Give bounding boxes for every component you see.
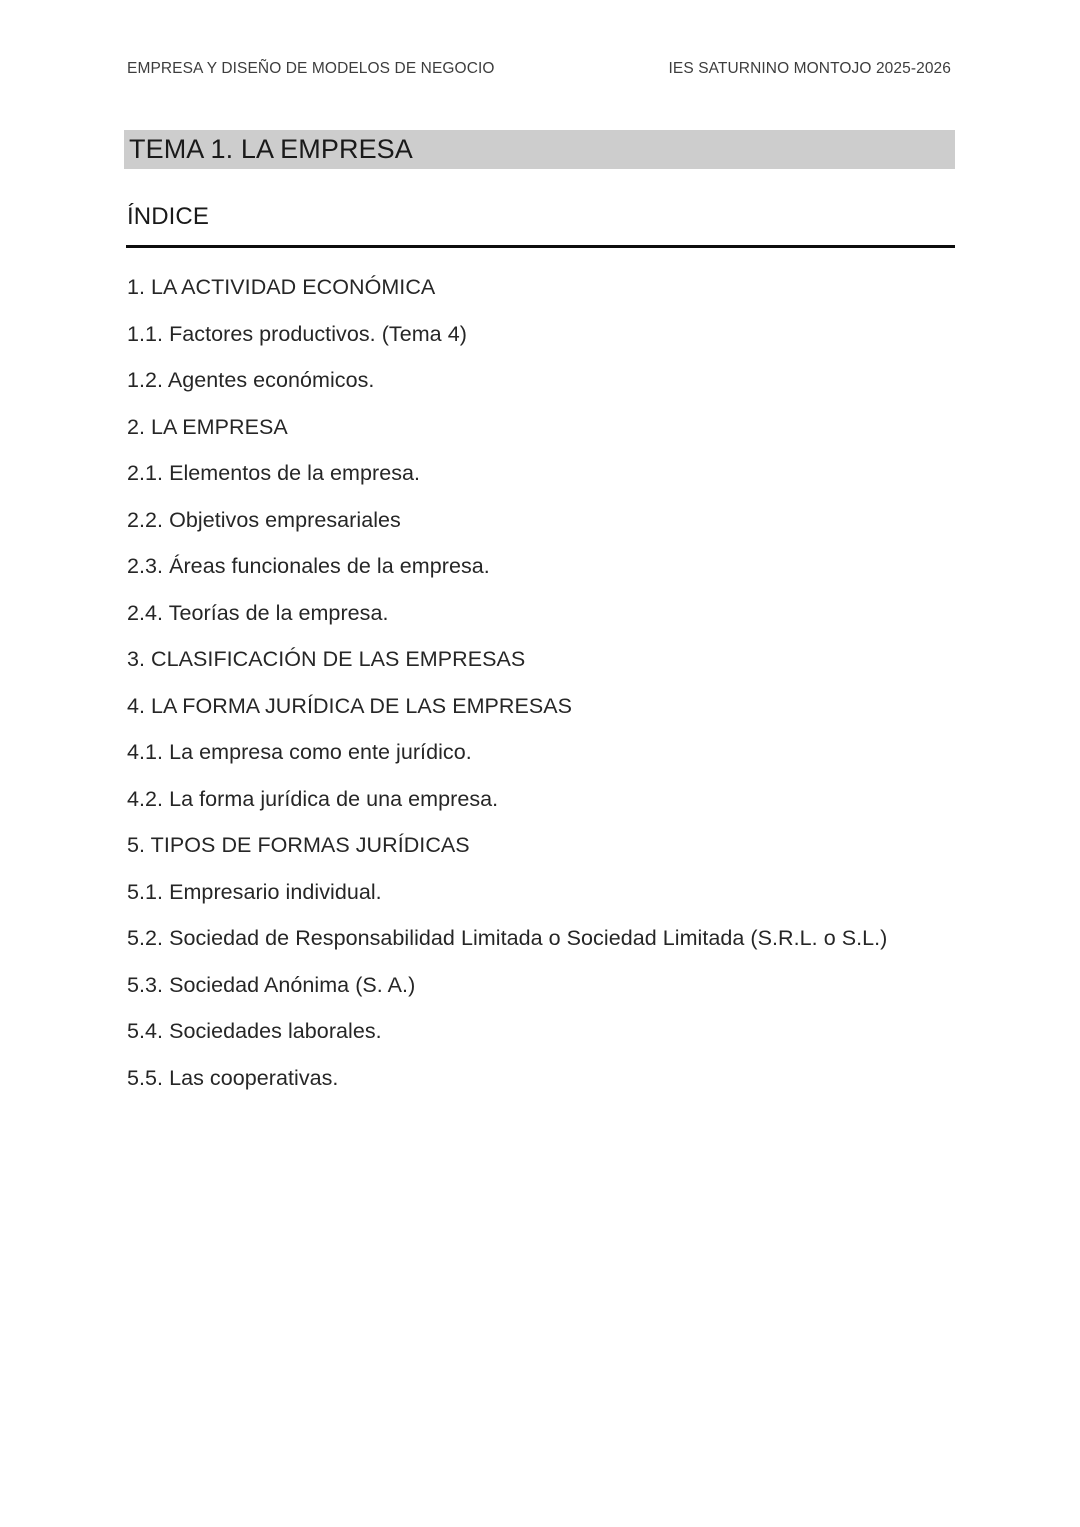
list-item: 5.1. Empresario individual. bbox=[127, 879, 382, 904]
list-item: 5.2. Sociedad de Responsabilidad Limitada o Sociedad Limitada (S.R.L. o S.L.) bbox=[127, 926, 888, 950]
list-item: 5.4. Sociedades laborales. bbox=[127, 1019, 382, 1043]
index-divider-rule bbox=[126, 245, 955, 248]
list-item: 1.2. Agentes económicos. bbox=[127, 368, 375, 392]
list-item: 5. TIPOS DE FORMAS JURÍDICAS bbox=[127, 833, 470, 857]
list-item: 5.5. Las cooperativas. bbox=[127, 1065, 339, 1090]
list-item: 2.1. Elementos de la empresa. bbox=[127, 461, 421, 485]
list-item: 1.1. Factores productivos. (Tema 4) bbox=[127, 321, 467, 346]
list-item: 5.3. Sociedad Anónima (S. A.) bbox=[127, 972, 416, 997]
chapter-title-banner bbox=[124, 130, 955, 169]
list-item: 1. LA ACTIVIDAD ECONÓMICA bbox=[127, 275, 436, 299]
list-item: 4. LA FORMA JURÍDICA DE LAS EMPRESAS bbox=[127, 693, 573, 718]
header-subject-title: EMPRESA Y DISEÑO DE MODELOS DE NEGOCIO bbox=[127, 60, 495, 77]
index-list bbox=[127, 264, 957, 1101]
list-item: 2.4. Teorías de la empresa. bbox=[127, 600, 389, 625]
index-heading: ÍNDICE bbox=[127, 203, 209, 230]
running-header bbox=[127, 60, 951, 79]
list-item: 3. CLASIFICACIÓN DE LAS EMPRESAS bbox=[127, 647, 526, 671]
list-item: 4.2. La forma jurídica de una empresa. bbox=[127, 786, 499, 811]
header-school-year: IES SATURNINO MONTOJO 2025-2026 bbox=[668, 60, 951, 77]
page-title: TEMA 1. LA EMPRESA bbox=[129, 134, 413, 164]
list-item: 2. LA EMPRESA bbox=[127, 414, 288, 439]
list-item: 2.3. Áreas funcionales de la empresa. bbox=[127, 554, 490, 578]
list-item: 2.2. Objetivos empresariales bbox=[127, 507, 401, 532]
list-item: 4.1. La empresa como ente jurídico. bbox=[127, 740, 472, 764]
